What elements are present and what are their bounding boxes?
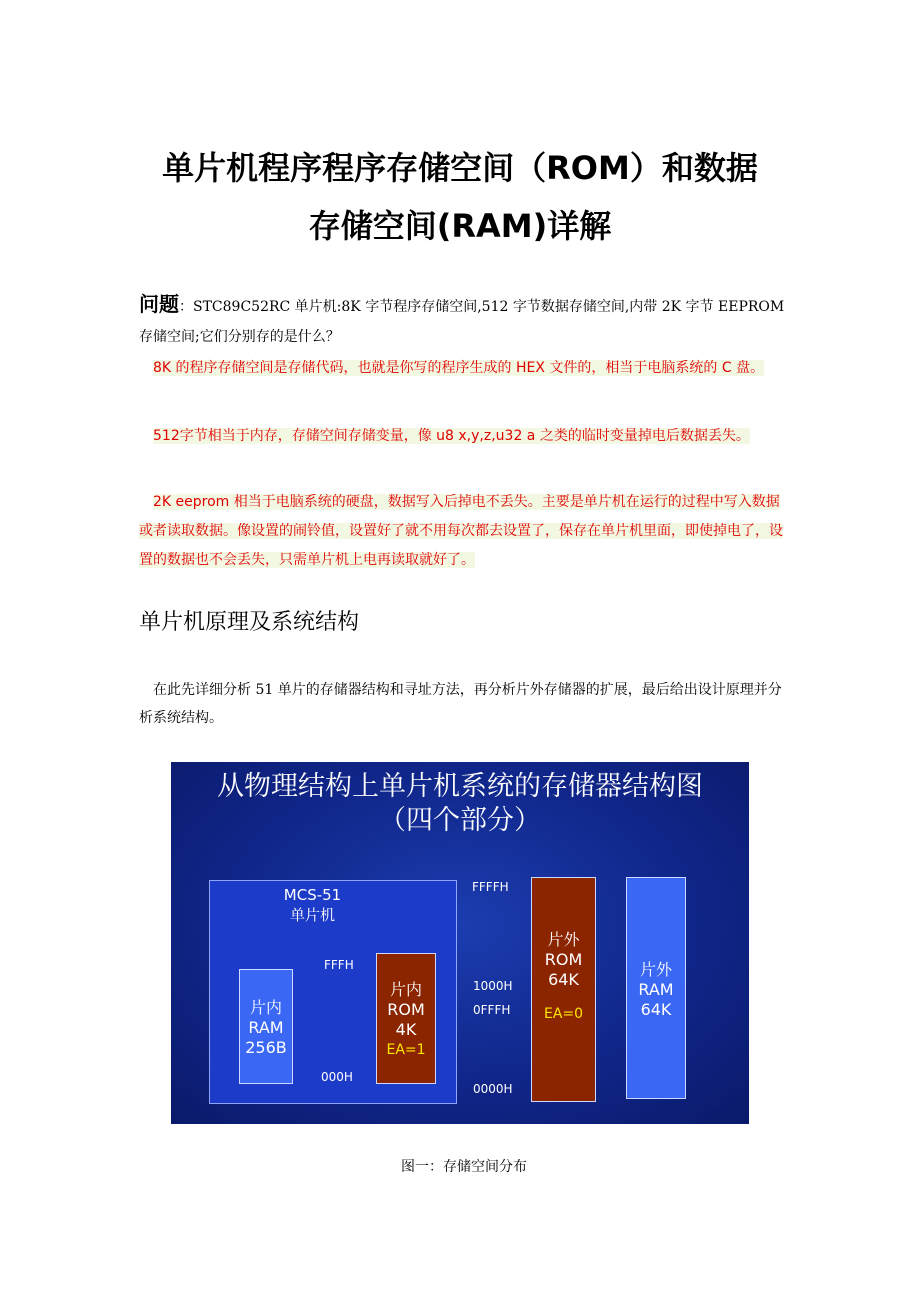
internal-ram-block — [239, 969, 293, 1084]
external-rom-type: ROM — [544, 950, 583, 969]
addr-1000h: 1000H — [473, 979, 513, 993]
answer-rom-text: 8K 的程序存储空间是存储代码，也就是你写的程序生成的 HEX 文件的，相当于电脑系统的 C 盘。 — [153, 360, 765, 376]
answer-eeprom-text: 2K eeprom 相当于电脑系统的硬盘，数据写入后掉电不丢失。主要是单片机在运行的过程中写入数据或者读取数据。像设置的闹铃值，设置好了就不用每次都去设置了，保存在单片机里面，即使掉电了，设置的数据也不会丢失，只需单片机上电再读取就好了。 — [139, 494, 783, 568]
question-text: STC89C52RC 单片机:8K 字节程序存储空间,512 字节数据存储空间,内带 2K 字节 EEPROM 存储空间;它们分别存的是什么？ — [139, 299, 785, 345]
section-heading: 单片机原理及系统结构 — [139, 610, 360, 635]
external-rom-size: 64K — [548, 970, 579, 989]
external-rom-ea: EA=0 — [543, 1006, 584, 1022]
external-ram-type: RAM — [638, 980, 674, 999]
figure-title-line2: （四个部分） — [379, 805, 541, 836]
doc-title-line1: 单片机程序程序存储空间（ROM）和数据 — [162, 149, 758, 187]
memory-structure-figure — [171, 762, 749, 1124]
answer-ram-text: 512字节相当于内存，存储空间存储变量，像 u8 x,y,z,u32 a 之类的临时变量掉电后数据丢失。 — [153, 428, 750, 444]
addr-ffffh: FFFFH — [472, 880, 509, 894]
section-intro-text: 在此先详细分析 51 单片的存储器结构和寻址方法，再分析片外存储器的扩展，最后给出设计原理并分析系统结构。 — [139, 682, 782, 726]
internal-rom-ea: EA=1 — [386, 1042, 426, 1058]
doc-title-line2: 存储空间(RAM)详解 — [308, 207, 612, 245]
answer-eeprom — [139, 488, 789, 575]
question-colon: ： — [179, 299, 193, 315]
answer-ram — [139, 422, 789, 451]
external-ram-block — [626, 877, 686, 1099]
addr-0000h: 0000H — [473, 1082, 513, 1096]
external-ram-size: 64K — [640, 1000, 672, 1019]
external-rom-label: 片外 — [547, 930, 580, 949]
question-label: 问题 — [139, 292, 179, 316]
internal-ram-label: 片内 — [249, 998, 282, 1017]
figure-title-line1: 从物理结构上单片机系统的存储器结构图 — [217, 771, 703, 802]
section-intro — [139, 676, 789, 732]
addr-000h: 000H — [321, 1070, 353, 1084]
internal-rom-label: 片内 — [389, 980, 422, 999]
mcs51-label: MCS-51 — [283, 886, 342, 904]
external-ram-label: 片外 — [639, 960, 672, 979]
figure-caption: 图一：存储空间分布 — [401, 1159, 527, 1175]
internal-rom-size: 4K — [395, 1020, 417, 1039]
question-paragraph — [139, 289, 789, 352]
internal-ram-type: RAM — [248, 1018, 284, 1037]
internal-rom-block — [376, 953, 436, 1084]
internal-ram-size: 256B — [245, 1038, 287, 1057]
addr-fffh: FFFH — [324, 958, 354, 972]
internal-rom-type: ROM — [387, 1000, 425, 1019]
addr-0fffh: 0FFFH — [473, 1003, 511, 1017]
external-rom-block — [531, 877, 596, 1102]
chip-label: 单片机 — [289, 906, 335, 924]
answer-rom — [139, 354, 789, 383]
